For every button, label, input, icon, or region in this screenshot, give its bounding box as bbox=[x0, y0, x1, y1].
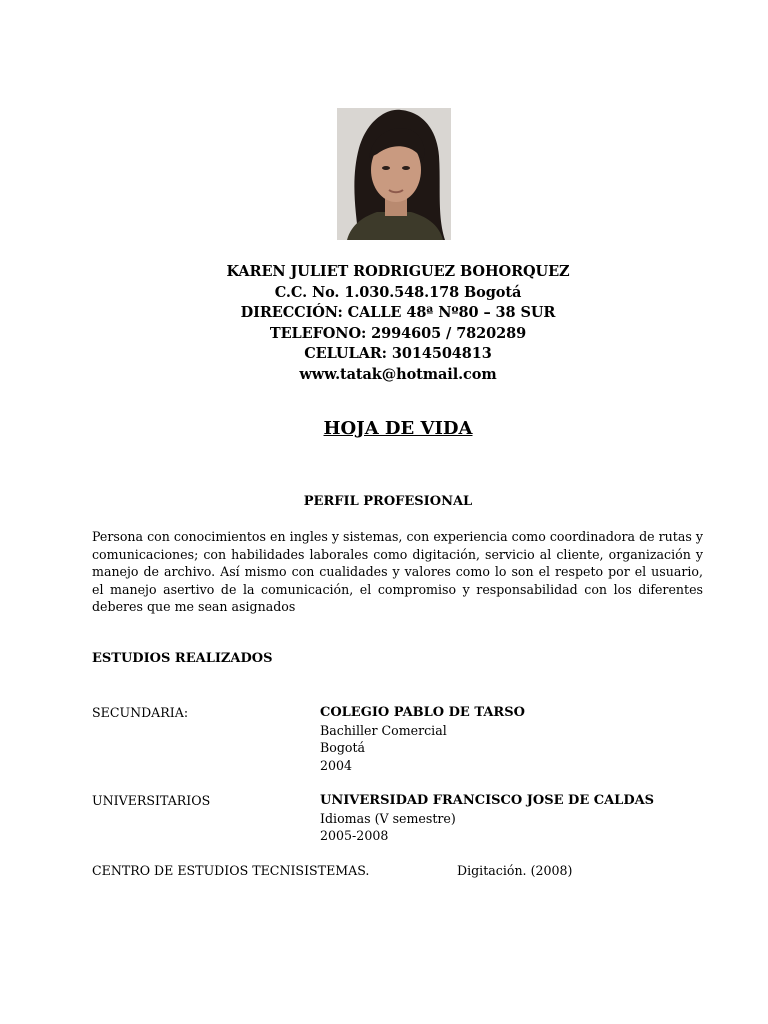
education-title: ESTUDIOS REALIZADOS bbox=[92, 651, 273, 666]
mobile: CELULAR: 3014504813 bbox=[304, 345, 492, 363]
id-number: C.C. No. 1.030.548.178 Bogotá bbox=[274, 283, 522, 301]
secondary-city: Bogotá bbox=[320, 740, 366, 756]
document-title: HOJA DE VIDA bbox=[323, 418, 473, 439]
email: www.tatak@hotmail.com bbox=[299, 365, 497, 383]
university-years: 2005-2008 bbox=[320, 828, 389, 844]
technical-course: Digitación. (2008) bbox=[457, 863, 573, 878]
secondary-institution: COLEGIO PABLO DE TARSO bbox=[320, 705, 525, 720]
phone: TELEFONO: 2994605 / 7820289 bbox=[269, 324, 527, 342]
secondary-label: SECUNDARIA: bbox=[92, 705, 189, 720]
full-name: KAREN JULIET RODRIGUEZ BOHORQUEZ bbox=[226, 263, 570, 280]
address: DIRECCIÓN: CALLE 48ª Nº80 – 38 SUR bbox=[240, 304, 556, 322]
secondary-details bbox=[320, 704, 525, 774]
university-label: UNIVERSITARIOS bbox=[92, 793, 211, 808]
university-institution: UNIVERSIDAD FRANCISCO JOSE DE CALDAS bbox=[320, 793, 655, 808]
technical-label: CENTRO DE ESTUDIOS TECNISISTEMAS. bbox=[92, 863, 370, 878]
contact-header bbox=[0, 262, 768, 386]
portrait-icon bbox=[337, 108, 451, 240]
profile-text: Persona con conocimientos en ingles y sistemas, con experiencia como coordinadora de rutas y comunicaciones; con habilidades laborales como digitación, servicio al cliente, organización y manejo de archivo. Así mismo con cualidades y valores como lo son el respeto por el usuario, el manejo asertivo de la comunicación, el compromiso y responsabilidad con los diferentes deberes que me sean asignados bbox=[92, 529, 703, 615]
profile-photo bbox=[337, 108, 451, 240]
university-program: Idiomas (V semestre) bbox=[320, 810, 456, 826]
profile-title: PERFIL PROFESIONAL bbox=[303, 494, 473, 509]
university-details bbox=[320, 792, 654, 845]
secondary-degree: Bachiller Comercial bbox=[320, 722, 447, 738]
secondary-year: 2004 bbox=[320, 757, 353, 773]
